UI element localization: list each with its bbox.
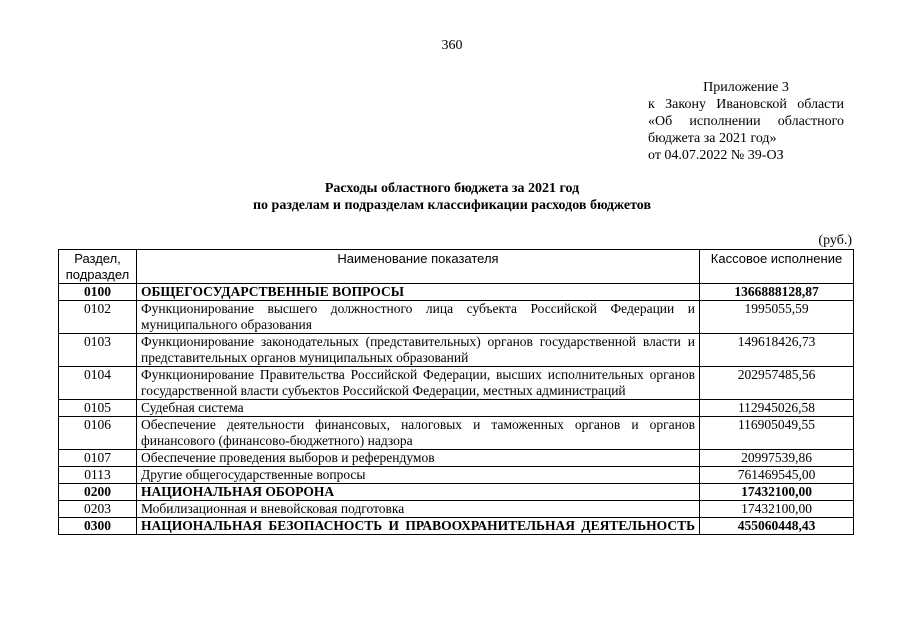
row-amount: 1366888128,87: [700, 284, 854, 301]
header-code: Раздел, подраздел: [59, 250, 137, 284]
row-name: Обеспечение деятельности финансовых, налоговых и таможенных органов и органов финансового (финансово-бюджетного) надзора: [137, 417, 700, 450]
unit-label: (руб.): [818, 233, 852, 248]
page-number: 360: [441, 38, 463, 53]
table-row: [59, 284, 854, 301]
row-name: Функционирование Правительства Российской Федерации, высших исполнительных органов государственной власти субъектов Российской Федерации, местных администраций: [137, 367, 700, 400]
row-code: 0107: [59, 450, 137, 467]
row-code: 0203: [59, 501, 137, 518]
header-name: Наименование показателя: [137, 250, 700, 284]
table-row: [59, 417, 854, 450]
table-row: [59, 450, 854, 467]
appendix-line-5: от 04.07.2022 № 39-ОЗ: [648, 148, 784, 163]
row-name: Другие общегосударственные вопросы: [137, 467, 700, 484]
row-code: 0102: [59, 301, 137, 334]
row-code: 0300: [59, 518, 137, 535]
table-row: [59, 367, 854, 400]
table-row: [59, 400, 854, 417]
row-name: Мобилизационная и вневойсковая подготовка: [137, 501, 700, 518]
appendix-line-3: «Об исполнении областного: [648, 114, 844, 129]
row-code: 0100: [59, 284, 137, 301]
row-name: Судебная система: [137, 400, 700, 417]
appendix-line-4: бюджета за 2021 год»: [648, 131, 777, 146]
table-row: [59, 301, 854, 334]
row-code: 0200: [59, 484, 137, 501]
document-title: [0, 180, 904, 214]
table-row: [59, 484, 854, 501]
appendix-block: [648, 79, 844, 164]
row-amount: 202957485,56: [700, 367, 854, 400]
row-name: НАЦИОНАЛЬНАЯ ОБОРОНА: [137, 484, 700, 501]
row-name: ОБЩЕГОСУДАРСТВЕННЫЕ ВОПРОСЫ: [137, 284, 700, 301]
row-code: 0106: [59, 417, 137, 450]
table-row: [59, 501, 854, 518]
row-amount: 1995055,59: [700, 301, 854, 334]
row-name: Обеспечение проведения выборов и референдумов: [137, 450, 700, 467]
appendix-line-1: Приложение 3: [703, 80, 789, 95]
row-name: Функционирование высшего должностного лица субъекта Российской Федерации и муниципального образования: [137, 301, 700, 334]
title-line-2: по разделам и подразделам классификации расходов бюджетов: [252, 198, 652, 213]
row-amount: 17432100,00: [700, 501, 854, 518]
row-name: Функционирование законодательных (представительных) органов государственной власти и представительных органов муниципальных образований: [137, 334, 700, 367]
row-code: 0104: [59, 367, 137, 400]
header-amount: Кассовое исполнение: [700, 250, 854, 284]
row-code: 0103: [59, 334, 137, 367]
appendix-line-2: к Закону Ивановской области: [648, 97, 844, 112]
row-code: 0113: [59, 467, 137, 484]
row-amount: 116905049,55: [700, 417, 854, 450]
row-amount: 149618426,73: [700, 334, 854, 367]
table-row: [59, 334, 854, 367]
row-amount: 455060448,43: [700, 518, 854, 535]
table-row: [59, 467, 854, 484]
row-name: НАЦИОНАЛЬНАЯ БЕЗОПАСНОСТЬ И ПРАВООХРАНИТЕЛЬНАЯ ДЕЯТЕЛЬНОСТЬ: [137, 518, 700, 535]
table-header-row: [59, 250, 854, 284]
row-amount: 20997539,86: [700, 450, 854, 467]
row-amount: 112945026,58: [700, 400, 854, 417]
row-amount: 761469545,00: [700, 467, 854, 484]
row-code: 0105: [59, 400, 137, 417]
row-amount: 17432100,00: [700, 484, 854, 501]
expenses-table: [58, 249, 854, 535]
title-line-1: Расходы областного бюджета за 2021 год: [324, 181, 580, 196]
table-row: [59, 518, 854, 535]
